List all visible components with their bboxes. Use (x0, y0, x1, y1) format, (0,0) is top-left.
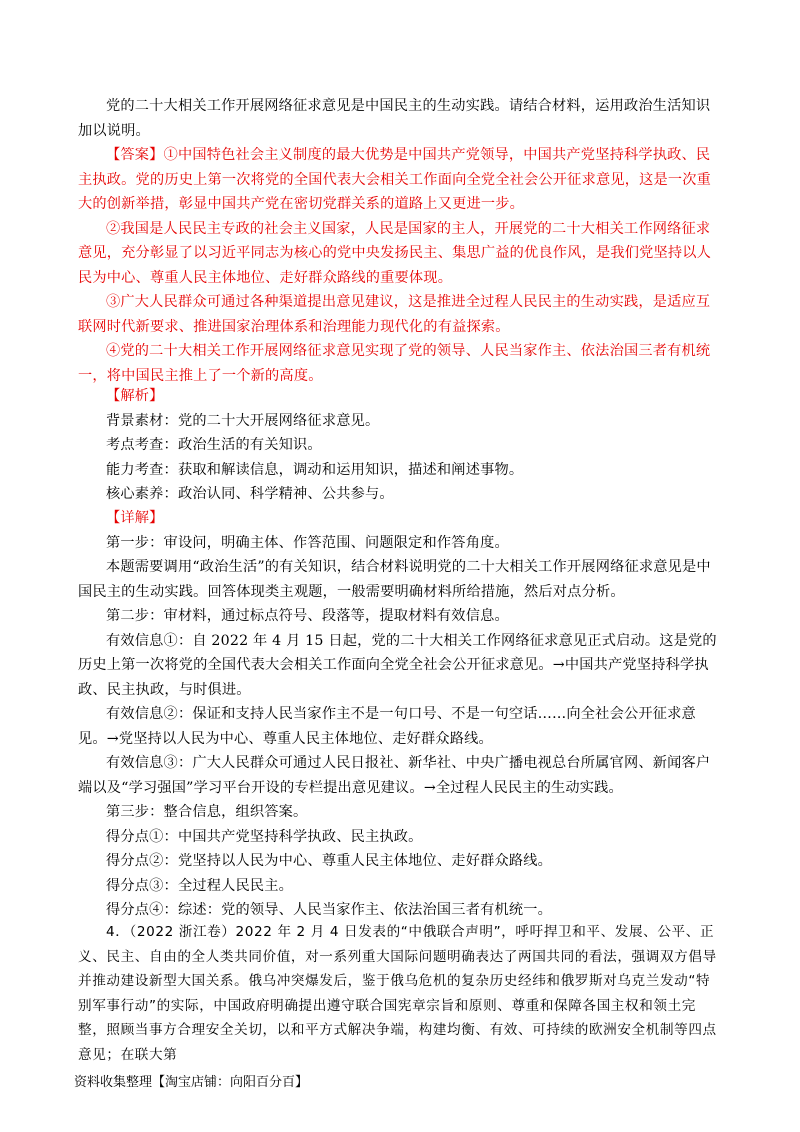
analysis-ability: 能力考查：获取和解读信息，调动和运用知识，描述和阐述事物。 (106, 461, 524, 478)
analysis-label: 【解析】 (106, 388, 164, 404)
answer-label: 【答案】 (106, 147, 164, 163)
analysis-section (78, 384, 723, 507)
analysis-background: 背景素材：党的二十大开展网络征求意见。 (106, 412, 380, 429)
question4-section (78, 920, 723, 1067)
analysis-literacy: 核心素养：政治认同、科学精神、公共参与。 (106, 486, 394, 502)
detail-info3: 有效信息③：广大人民群众可通过人民日报社、新华社、中央广播电视总台所属官网、新闻客户端以及“学习强国”学习平台开设的专栏提出意见建议。→全过程人民民主的生动实践。 (78, 755, 711, 796)
answer-section (78, 143, 723, 388)
page-footer: 资料收集整理【淘宝店铺：向阳百分百】 (74, 1075, 309, 1090)
question4-text: 4．（2022 浙江卷）2022 年 2 月 4 日发表的“中俄联合声明”，呼吁捍卫和平、发展、公平、正义、民主、自由的全人类共同价值，对一系列重大国际问题明确表达了两国共同的看法，强调双方倡导并推动建设新型大国关系。俄乌冲突爆发后，鉴于俄乌危机的复杂历史经纬和俄罗斯对乌克兰发动“特别军事行动”的实际，中国政府明确提出遵守联合国宪章宗旨和原则、尊重和保障各国主权和领土完整，照顾当事方合理安全关切，以和平方式解决争端，构建均衡、有效、可持续的欧洲安全机制等四点意见；在联大第 (78, 924, 717, 1063)
answer-paragraph-2: ②我国是人民民主专政的社会主义国家，人民是国家的主人，开展党的二十大相关工作网络征求意见，充分彰显了以习近平同志为核心的党中央发扬民主、集思广益的优良作风，是我们党坚持以人民为中心、尊重人民主体地位、走好群众路线的重要体现。 (78, 220, 712, 286)
detail-step1: 第一步：审设问，明确主体、作答范围、问题限定和作答角度。 (106, 534, 509, 551)
answer-paragraph-4: ④党的二十大相关工作开展网络征求意见实现了党的领导、人民当家作主、依法治国三者有机统一，将中国民主推上了一个新的高度。 (78, 343, 711, 384)
detail-info1: 有效信息①：自 2022 年 4 月 15 日起，党的二十大相关工作网络征求意见正式启动。这是党的历史上第一次将党的全国代表大会相关工作面向全党全社会公开征求意见。→中国共产党坚持科学执政、民主执政，与时俱进。 (78, 632, 717, 698)
analysis-exam-point: 考点考查：政治生活的有关知识。 (106, 437, 322, 453)
detail-info2: 有效信息②：保证和支持人民当家作主不是一句口号、不是一句空话……向全社会公开征求意见。→党坚持以人民为中心、尊重人民主体地位、走好群众路线。 (78, 706, 696, 747)
detail-section (78, 506, 723, 923)
question-section (78, 94, 723, 143)
answer-paragraph-3: ③广大人民群众可通过各种渠道提出意见建议，这是推进全过程人民民主的生动实践，是适应互联网时代新要求、推进国家治理体系和治理能力现代化的有益探索。 (78, 294, 711, 335)
detail-label: 【详解】 (106, 510, 164, 526)
detail-step1-body: 本题需要调用“政治生活”的有关知识，结合材料说明党的二十大相关工作开展网络征求意见是中国民主的生动实践。回答体现类主观题，一般需要明确材料所给措施，然后对点分析。 (78, 559, 711, 600)
detail-step2: 第二步：审材料，通过标点符号、段落等，提取材料有效信息。 (106, 608, 509, 624)
detail-score3: 得分点③：全过程人民民主。 (106, 877, 294, 894)
detail-score2: 得分点②：党坚持以人民为中心、尊重人民主体地位、走好群众路线。 (106, 853, 553, 869)
detail-score4: 得分点④：综述：党的领导、人民当家作主、依法治国三者有机统一。 (106, 902, 553, 918)
question-prompt: 党的二十大相关工作开展网络征求意见是中国民主的生动实践。请结合材料，运用政治生活知识加以说明。 (78, 98, 711, 139)
detail-score1: 得分点①：中国共产党坚持科学执政、民主执政。 (106, 828, 423, 845)
answer-paragraph-1: 【答案】①中国特色社会主义制度的最大优势是中国共产党领导，中国共产党坚持科学执政、民主执政。党的历史上第一次将党的全国代表大会相关工作面向全党全社会公开征求意见，这是一次重大的创新举措，彰显中国共产党在密切党群关系的道路上又更进一步。 (78, 147, 712, 212)
detail-step3: 第三步：整合信息，组织答案。 (106, 804, 308, 820)
